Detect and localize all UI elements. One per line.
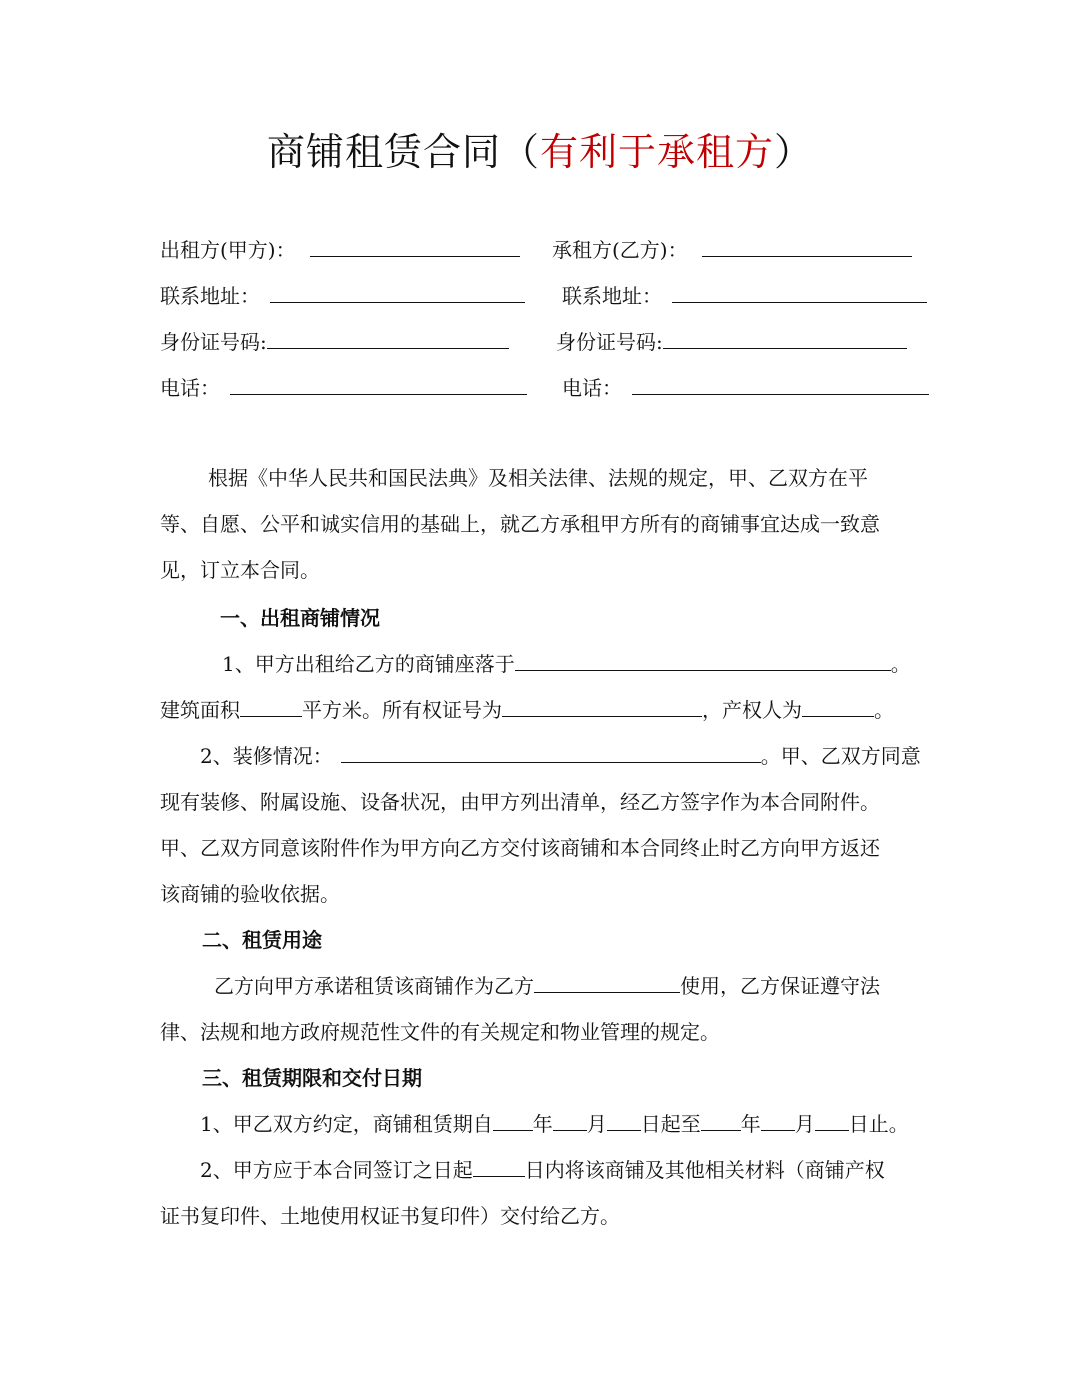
end-day-label: 日止。: [848, 1112, 909, 1136]
lessor-row: [160, 236, 520, 264]
lessee-address-field[interactable]: [672, 282, 927, 303]
owner-label: ，产权人为: [702, 698, 802, 722]
section-2-heading: 二、租赁用途: [202, 928, 322, 952]
lessee-phone-row: [562, 374, 929, 402]
start-month-label: 月: [586, 1112, 607, 1136]
section-1-item-1-line-2: [160, 696, 894, 724]
start-year-label: 年: [532, 1112, 553, 1136]
usage-label: 乙方向甲方承诺租赁该商铺作为乙方: [214, 974, 534, 998]
lessor-label: 出租方(甲方)：: [160, 238, 296, 262]
section-1-item-1-line-1: [222, 650, 911, 678]
lessor-name-field[interactable]: [310, 236, 520, 257]
delivery-label: 2、甲方应于本合同签订之日起: [200, 1158, 473, 1182]
title-open-paren: （: [500, 130, 540, 174]
lessee-name-field[interactable]: [702, 236, 912, 257]
section-3-item-1: [200, 1110, 909, 1138]
lessor-address-field[interactable]: [270, 282, 525, 303]
end-year-field[interactable]: [701, 1110, 741, 1131]
lessor-id-row: [160, 328, 509, 356]
decoration-agree-text: 。甲、乙双方同意: [760, 744, 921, 768]
shop-location-field[interactable]: [515, 650, 891, 671]
intro-line-1: 根据《中华人民共和国民法典》及相关法律、法规的规定，甲、乙双方在平: [208, 466, 868, 490]
lessee-address-label: 联系地址：: [562, 284, 662, 308]
lessor-phone-label: 电话：: [160, 376, 220, 400]
delivery-days-field[interactable]: [473, 1156, 525, 1177]
lessor-address-row: [160, 282, 525, 310]
section-3-item-2-line-1: [200, 1156, 885, 1184]
lessor-phone-field[interactable]: [230, 374, 527, 395]
intro-line-3: 见，订立本合同。: [160, 558, 320, 582]
section-3-item-2-line-2: 证书复印件、土地使用权证书复印件）交付给乙方。: [160, 1204, 620, 1228]
area-label: 建筑面积: [160, 698, 240, 722]
lessee-phone-label: 电话：: [562, 376, 622, 400]
item-1-line-2-period: 。: [874, 698, 894, 722]
lessee-phone-field[interactable]: [632, 374, 929, 395]
item-1-location-label: 1、甲方出租给乙方的商铺座落于: [222, 652, 515, 676]
section-2-line-2: 律、法规和地方政府规范性文件的有关规定和物业管理的规定。: [160, 1020, 720, 1044]
start-day-label: 日起至: [640, 1112, 701, 1136]
start-month-field[interactable]: [553, 1110, 587, 1131]
lessee-label: 承租方(乙方)：: [552, 238, 688, 262]
start-day-field[interactable]: [607, 1110, 641, 1131]
lessor-address-label: 联系地址：: [160, 284, 260, 308]
section-1-heading: 一、出租商铺情况: [220, 606, 380, 630]
title-highlight: 有利于承租方: [540, 130, 775, 174]
decoration-field[interactable]: [341, 742, 761, 763]
item-1-period: 。: [890, 652, 911, 676]
end-month-label: 月: [794, 1112, 815, 1136]
lessor-id-field[interactable]: [267, 328, 509, 349]
section-3-heading: 三、租赁期限和交付日期: [202, 1066, 422, 1090]
usage-field[interactable]: [534, 972, 680, 993]
delivery-text: 日内将该商铺及其他相关材料（商铺产权: [524, 1158, 885, 1182]
section-1-item-2-line-4: 该商铺的验收依据。: [160, 882, 340, 906]
lessor-phone-row: [160, 374, 527, 402]
end-year-label: 年: [740, 1112, 761, 1136]
intro-line-2: 等、自愿、公平和诚实信用的基础上，就乙方承租甲方所有的商铺事宜达成一致意: [160, 512, 880, 536]
section-1-item-2-line-2: 现有装修、附属设施、设备状况，由甲方列出清单，经乙方签字作为本合同附件。: [160, 790, 880, 814]
section-2-line-1: [214, 972, 880, 1000]
lessee-address-row: [562, 282, 927, 310]
section-1-item-2-line-3: 甲、乙双方同意该附件作为甲方向乙方交付该商铺和本合同终止时乙方向甲方返还: [160, 836, 880, 860]
start-year-field[interactable]: [493, 1110, 533, 1131]
certificate-label: 平方米。所有权证号为: [302, 698, 502, 722]
certificate-number-field[interactable]: [502, 696, 702, 717]
area-field[interactable]: [240, 696, 302, 717]
page-title: [0, 128, 1080, 176]
lessee-id-field[interactable]: [663, 328, 907, 349]
lessee-id-label: 身份证号码:: [556, 330, 663, 354]
decoration-label: 2、装修情况：: [200, 744, 333, 768]
lease-term-label: 1、甲乙双方约定，商铺租赁期自: [200, 1112, 493, 1136]
end-month-field[interactable]: [761, 1110, 795, 1131]
title-main: 商铺租赁合同: [266, 130, 501, 174]
title-close-paren: ）: [774, 130, 814, 174]
lessee-id-row: [556, 328, 907, 356]
owner-field[interactable]: [802, 696, 874, 717]
section-1-item-2-line-1: [200, 742, 921, 770]
lessor-id-label: 身份证号码:: [160, 330, 267, 354]
end-day-field[interactable]: [815, 1110, 849, 1131]
usage-compliance-text: 使用，乙方保证遵守法: [680, 974, 880, 998]
lessee-row: [552, 236, 912, 264]
